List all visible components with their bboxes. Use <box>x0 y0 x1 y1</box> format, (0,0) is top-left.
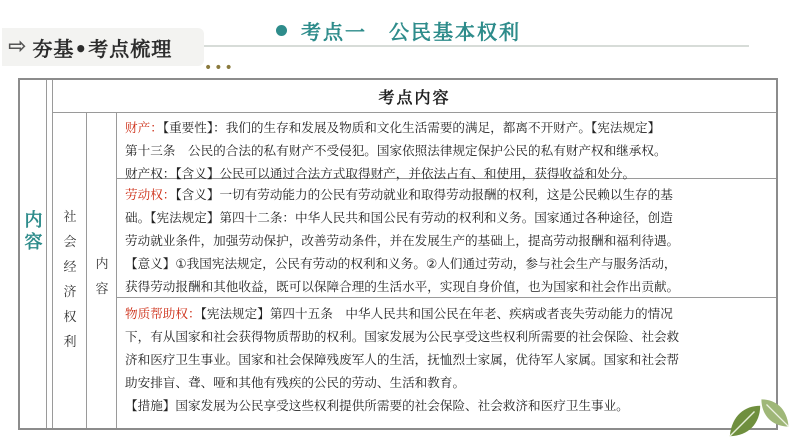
bullet-dot-icon <box>276 25 287 36</box>
line-text: 济和医疗卫生事业。国家和社会保障残废军人的生活，抚恤烈士家属，优待军人家属。国家和社会帮 <box>125 352 680 367</box>
line-text: 【含义】一切有劳动能力的公民有劳动就业和取得劳动报酬的权利，这是公民赖以生存的基 <box>175 187 673 202</box>
line-text: 劳动就业条件，加强劳动保护，改善劳动条件，并在发展生产的基础上，提高劳动报酬和福利待遇。 <box>125 233 680 248</box>
content-line <box>125 371 770 394</box>
table-content <box>117 112 776 428</box>
line-text: 下，有从国家和社会获得物质帮助的权利。国家发展为公民享受这些权利所需要的社会保险、社会救 <box>125 329 680 344</box>
content-line <box>125 348 770 371</box>
header-rule <box>204 45 749 47</box>
category-char: 权 <box>63 310 77 325</box>
section-labor <box>117 179 776 298</box>
side-main-char: 容 <box>24 232 43 253</box>
section-label: 夯基•考点梳理 <box>32 36 173 61</box>
content-line <box>125 252 770 275</box>
content-line <box>125 183 770 206</box>
topic-title: 考点一 公民基本权利 <box>301 19 521 44</box>
content-line <box>125 116 770 139</box>
line-text: 获得劳动报酬和其他收益，既可以保障合理的生活水平，实现自身价值，也为国家和社会作出贡献。 <box>125 279 680 294</box>
sub-char: 容 <box>95 282 109 297</box>
leaf-icon <box>758 395 792 431</box>
keyword: 财产： <box>125 120 163 135</box>
line-text: 【意义】①我国宪法规定，公民有劳动的权利和义务。②人们通过劳动，参与社会生产与服务活动， <box>125 256 677 271</box>
line-text: 第十三条 公民的合法的私有财产不受侵犯。国家依照法律规定保护公民的私有财产权和继承权。 <box>125 143 667 158</box>
side-main-char: 内 <box>24 210 43 231</box>
content-line <box>125 325 770 348</box>
sub-char: 内 <box>95 257 109 272</box>
column-main <box>20 80 47 428</box>
category-char: 利 <box>63 335 77 350</box>
content-line <box>125 229 770 252</box>
keyword: 物质帮助权： <box>125 306 201 321</box>
category-char: 济 <box>63 285 77 300</box>
topic-heading <box>276 16 521 44</box>
content-line <box>125 139 770 162</box>
category-char: 会 <box>63 235 77 250</box>
side-label-category <box>53 205 87 355</box>
side-label-main <box>20 210 47 254</box>
line-text: 【措施】国家发展为公民享受这些权利提供所需要的社会保险、社会救济和医疗卫生事业。 <box>125 398 629 413</box>
section-badge <box>2 28 204 66</box>
side-label-sub <box>87 252 117 302</box>
table-header: 考点内容 <box>53 80 776 113</box>
section-property <box>117 112 776 179</box>
keyword: 劳动权： <box>125 187 176 202</box>
content-line <box>125 206 770 229</box>
line-text: 助安排盲、聋、哑和其他有残疾的公民的劳动、生活和教育。 <box>125 375 466 390</box>
arrow-right-icon: ⇨ <box>8 34 27 59</box>
section-material-aid <box>117 298 776 428</box>
content-line <box>125 394 770 417</box>
line-text: 财产权：【含义】公民可以通过合法方式取得财产，并依法占有、和使用，获得收益和处分。 <box>125 166 636 181</box>
line-text: 【重要性】：我们的生存和发展及物质和文化生活需要的满足，都离不开财产。【宪法规定】 <box>162 120 661 135</box>
line-text: 【宪法规定】第四十五条 中华人民共和国公民在年老、疾病或者丧失劳动能力的情况 <box>200 306 673 321</box>
content-table <box>18 78 778 430</box>
decorative-dots: ••• <box>204 60 235 76</box>
category-char: 经 <box>63 260 77 275</box>
category-char: 社 <box>63 210 77 225</box>
line-text: 础。【宪法规定】第四十二条：中华人民共和国公民有劳动的权利和义务。国家通过各种途径，创造 <box>125 210 673 225</box>
content-line <box>125 275 770 298</box>
content-line <box>125 302 770 325</box>
